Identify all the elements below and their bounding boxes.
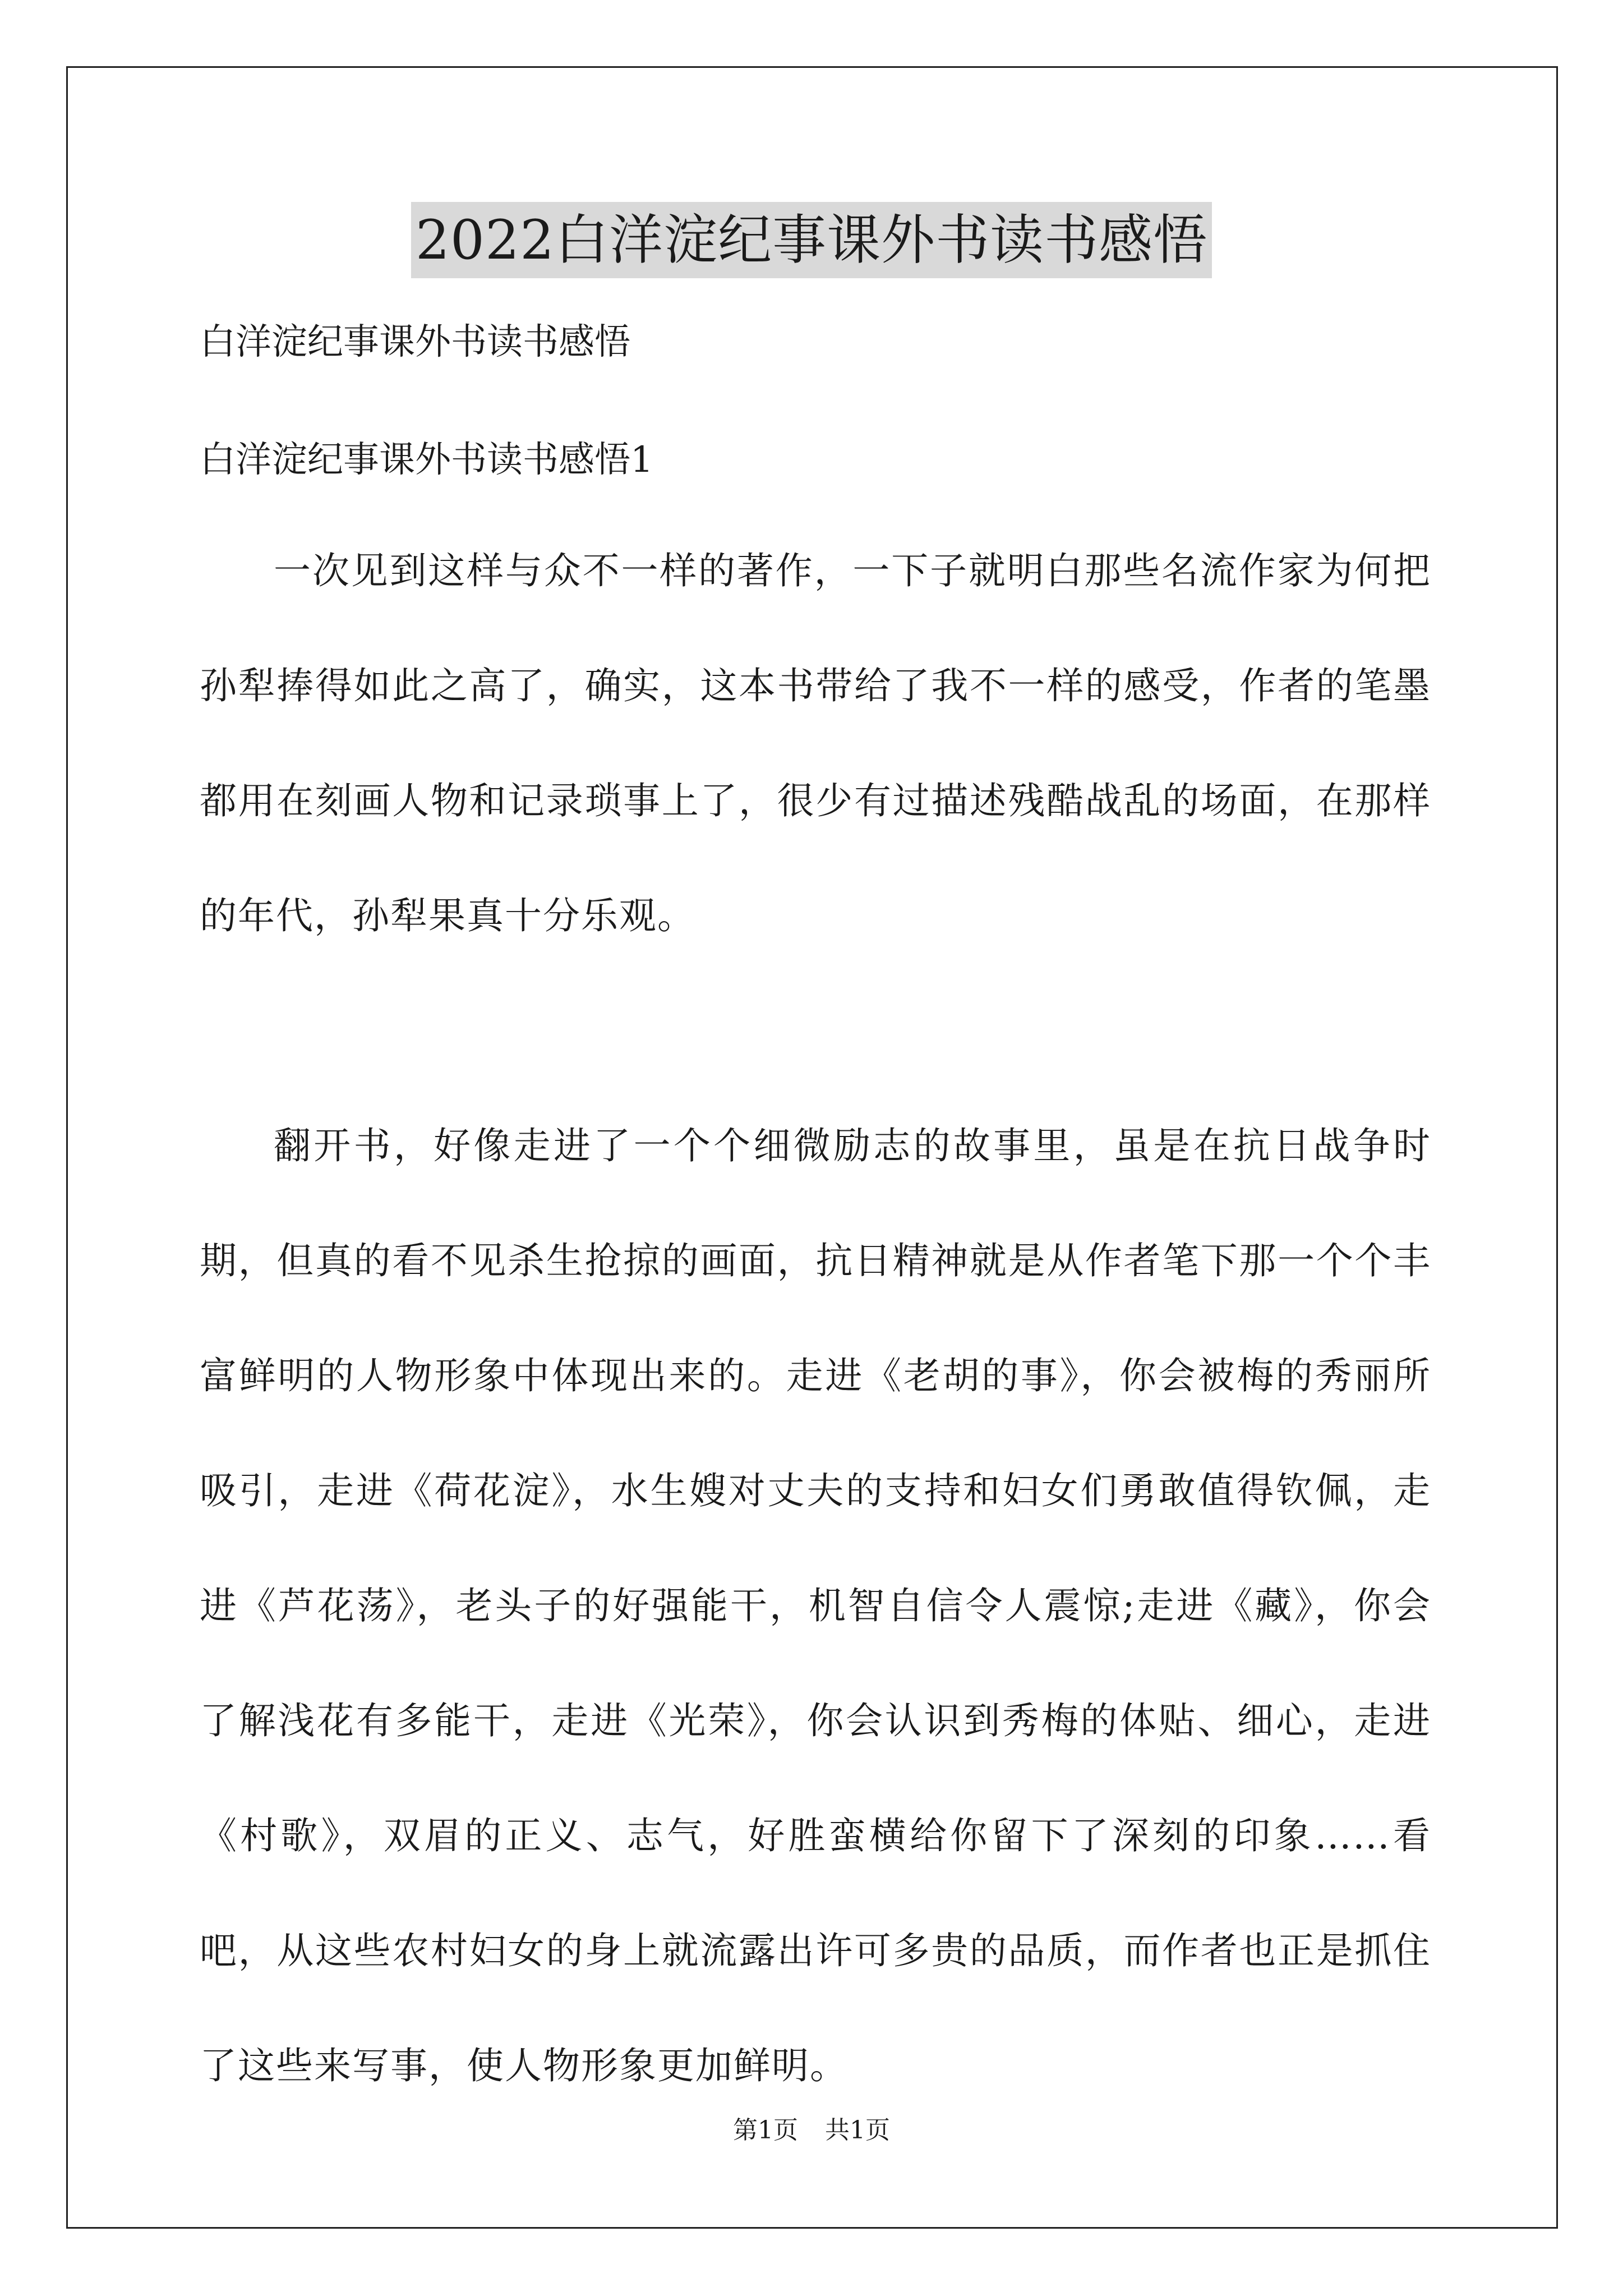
paragraph-1: 一次见到这样与众不一样的著作，一下子就明白那些名流作家为何把孙犁捧得如此之高了，确实，这本书带给了我不一样的感受，作者的笔墨都用在刻画人物和记录琐事上了，很少有过描述残酷战乱的场面，在那样的年代，孙犁果真十分乐观。 [200,549,1431,937]
document-title: 2022白洋淀纪事课外书读书感悟 [411,202,1212,278]
title-container [0,202,1623,278]
document-body [200,314,1431,2123]
section-heading: 白洋淀纪事课外书读书感悟1 [200,439,653,481]
page-number: 第1页 [733,2116,798,2145]
document-subheading: 白洋淀纪事课外书读书感悟 [200,321,630,363]
page-total: 共1页 [825,2116,890,2145]
page-footer [0,2114,1623,2147]
paragraph-2: 翻开书，好像走进了一个个细微励志的故事里，虽是在抗日战争时期，但真的看不见杀生抢掠的画面，抗日精神就是从作者笔下那一个个丰富鲜明的人物形象中体现出来的。走进《老胡的事》，你会被梅的秀丽所吸引，走进《荷花淀》，水生嫂对丈夫的支持和妇女们勇敢值得钦佩，走进《芦花荡》，老头子的好强能干，机智自信令人震惊;走进《藏》，你会了解浅花有多能干，走进《光荣》，你会认识到秀梅的体贴、细心，走进《村歌》，双眉的正义、志气，好胜蛮横给你留下了深刻的印象……看吧，从这些农村妇女的身上就流露出许可多贵的品质，而作者也正是抓住了这些来写事，使人物形象更加鲜明。 [200,1124,1431,2087]
